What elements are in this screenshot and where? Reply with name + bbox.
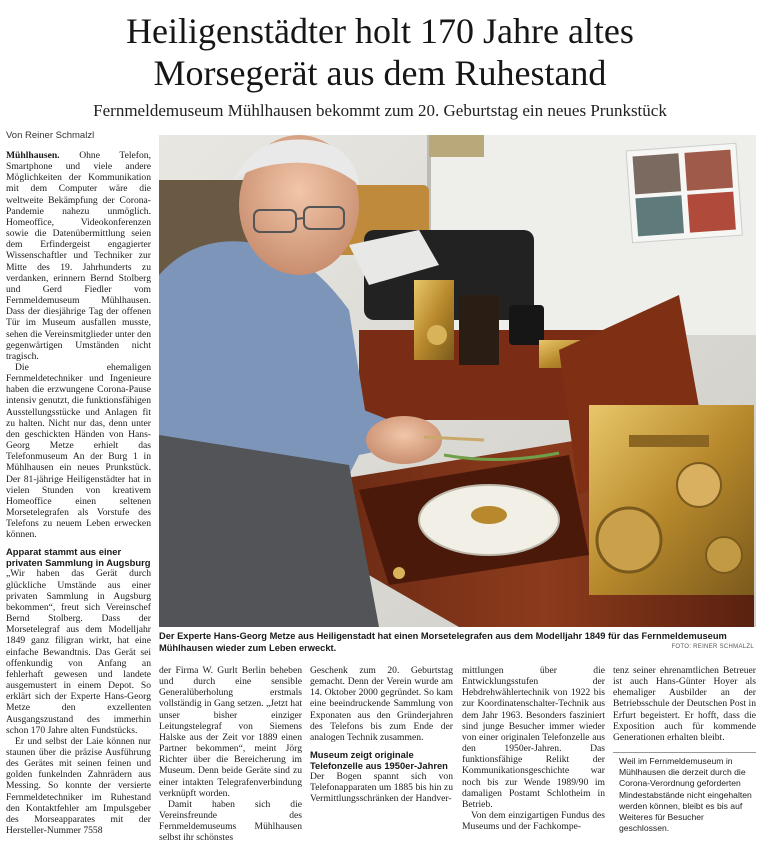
photo-caption: Der Experte Hans-Georg Metze aus Heiligenstadt hat einen Morsetelegrafen aus dem Modelljahr 1849 für das Fernmeldemuseum Mühlhausen wieder zum Leben erweckt. (159, 631, 727, 653)
text-column-5 (613, 665, 756, 743)
paragraph: Die ehemaligen Fernmeldetechniker und Ingenieure haben die erzwungene Corona-Pause intensiv genutzt, die funktionsfähigen Ausstellungsstücke und Anlagen fit zu halten. Nicht nur das, denn unter den geschickten Händen von Hans-Georg Metze erhielt das Telefonmuseum An der Burg 1 in Mühlhausen ein neues Prunkstück. Der 81-jährige Heiligenstädter hat in vielen Stunden von kreativem Homeoffice einen seltenen Morsetelegrafen als Vorstufe des Telefons zu neuem Leben erwecken können. (6, 361, 151, 541)
subheadline: Fernmeldemuseum Mühlhausen bekommt zum 20. Geburtstag ein neues Prunkstück (93, 101, 667, 120)
text-column-2 (159, 665, 302, 844)
paragraph: Geschenk zum 20. Geburtstag gemacht. Denn der Verein wurde am 14. Oktober 2000 gegründet. So kam eine beeindruckende Sammlung von Exponaten aus den Gründerjahren des Telefons bis zum Ende der analogen Technik zusammen. (310, 665, 453, 743)
headline-line-1: Heiligenstädter holt 170 Jahre altes (126, 11, 634, 51)
info-notice: Weil im Fernmeldemuseum in Mühlhausen die derzeit durch die Corona-Verordnung geforderten Mindestabstände nicht eingehalten werden können, bleibt es bis auf Weiteres für Besucher geschlossen. (619, 756, 752, 834)
paragraph: tenz seiner ehrenamtlichen Betreuer ist auch Hans-Günter Hoyer als ehemaliger Ausbilder an der Betriebsschule der Deutschen Post in Erfurt begeistert. Er hofft, dass die Exposition auch für kommende Generationen erhalten bleibt. (613, 665, 756, 743)
article-photo (159, 135, 756, 627)
headline (0, 10, 760, 94)
text-column-4 (462, 665, 605, 832)
text-column-1 (6, 150, 151, 836)
paragraph: Von dem einzigartigen Fundus des Museums und der Fachkompe- (462, 810, 605, 833)
paragraph: mittlungen über die Entwicklungsstufen der Hebdrehwählertechnik von 1922 bis zur Koordinatenschalter-Technik aus dem Jahr 1963. Besonders fasziniert sind junge Besucher immer wieder von einer originalen Telefonzelle aus den 1950er-Jahren. Das funktionsfähige Relikt der Kommunikationsgeschichte war noch bis zur Wende 1989/90 im damaligen Postamt Schlotheim in Betrieb. (462, 665, 605, 810)
paragraph: „Wir haben das Gerät durch glückliche Umstände aus einer privaten Sammlung in Augsburg bekommen“, freut sich Vereinschef Bernd Stolberg. Dass der Morsetelegraf aus dem Modelljahr 1849 ganz filigran wirkt, hat eine einfache Bewandtnis. Das Gerät sei offenkundig von Anfang an fehlerhaft gewesen und landete ausgemustert in einem Depot. So erklärt sich der Experte Hans-Georg Metze den exzellenten Ausgangszustand des immerhin schon 170 Jahre alten Fundstücks. (6, 568, 151, 736)
paragraph: Damit haben sich die Vereinsfreunde des Fernmeldemuseums Mühlhausen selbst ihr schönstes (159, 798, 302, 844)
byline: Von Reiner Schmalzl (6, 130, 95, 141)
dateline: Mühlhausen. (6, 150, 60, 161)
paragraph (6, 150, 151, 362)
subheading: Apparat stammt aus einer privaten Sammlung in Augsburg (6, 546, 151, 569)
headline-line-2: Morsegerät aus dem Ruhestand (153, 53, 607, 93)
photo-credit: FOTO: REINER SCHMALZL (671, 644, 754, 650)
paragraph: Der Bogen spannt sich von Telefonapparaten um 1885 bis hin zu Vermittlungsschränken der Handver- (310, 771, 453, 805)
subheading: Museum zeigt originale Telefonzelle aus 1950er-Jahren (310, 749, 448, 772)
notice-divider (613, 752, 756, 753)
paragraph: Er und selbst der Laie können nur staunen über die präzise Ausführung des Gerätes mit seinen feinen und golden funkelnden Zahnrädern aus Messing. So konnte der versierte Fernmeldetechniker im Ruhestand den Kontaktfehler am Impulsgeber des Morseapparates mit der Hersteller-Nummer 7558 (6, 735, 151, 837)
photo-illustration (159, 135, 756, 627)
text-column-3 (310, 665, 453, 805)
paragraph-text: Ohne Telefon, Smartphone und viele andere Möglichkeiten der Kommunikation mit dem Computer wäre die weltweite Bekämpfung der Corona-Pandemie nahezu unmöglich. Homeoffice, Videokonferenzen sowie die Datenübermittlung seien dem Erfindergeist engagierter Wissenschaftler und Techniker zur Mitte des 19. Jahrhunderts zu verdanken, erinnern Bernd Stolberg und Gerd Fiedler vom Fernmeldemuseum Mühlhausen. Dass der diesjährige Tag der offenen Tür im Museum ausfallen musste, sehen die Vereinsmitglieder unter den gegenwärtigen Umständen nicht tragisch. (6, 150, 151, 362)
paragraph: der Firma W. Gurlt Berlin beheben und durch eine sensible Generalüberholung erstmals vollständig in Gang setzen. „Jetzt hat unser bisher einziger Leitungstelegraf von Siemens Halske aus der Zeit vor 1889 einen Partner bekommen“, meint Jörg Richter über die Bereicherung im Museum. Denn beide Geräte sind zu einer intakten Telegrafenverbindung verknüpft worden. (159, 665, 302, 799)
